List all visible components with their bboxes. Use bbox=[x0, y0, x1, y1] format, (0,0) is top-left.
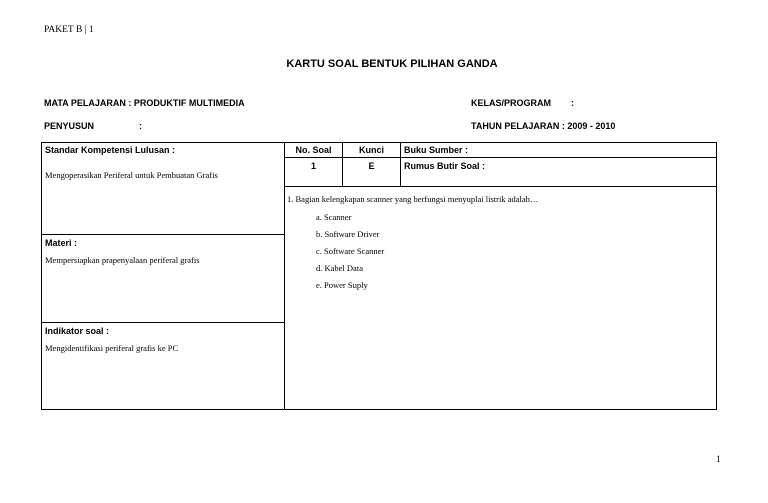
author-label: PENYUSUN bbox=[44, 121, 95, 131]
materi-value: Mempersiapkan prapenyalaan periferal grafis bbox=[45, 255, 200, 265]
document-title: KARTU SOAL BENTUK PILIHAN GANDA bbox=[286, 58, 498, 70]
author-colon: : bbox=[139, 121, 142, 131]
class-program-label: KELAS/PROGRAM bbox=[471, 98, 552, 108]
left-separator-1 bbox=[41, 234, 285, 235]
kunci-buku-divider bbox=[400, 142, 401, 186]
kunci-value: E bbox=[368, 161, 375, 171]
indikator-label: Indikator soal : bbox=[45, 326, 110, 336]
left-separator-2 bbox=[41, 322, 285, 323]
running-header: PAKET B | 1 bbox=[44, 25, 94, 35]
kunci-header: Kunci bbox=[358, 145, 384, 155]
materi-label: Materi : bbox=[45, 238, 78, 248]
right-header-separator-2 bbox=[284, 186, 717, 187]
option-d: d. Kabel Data bbox=[316, 263, 363, 273]
no-soal-value: 1 bbox=[310, 161, 316, 171]
subject-line: MATA PELAJARAN : PRODUKTIF MULTIMEDIA bbox=[44, 98, 245, 108]
academic-year: TAHUN PELAJARAN : 2009 - 2010 bbox=[471, 121, 616, 131]
skl-label: Standar Kompetensi Lulusan : bbox=[45, 145, 176, 155]
option-c: c. Software Scanner bbox=[316, 246, 385, 256]
option-e: e. Power Suply bbox=[316, 280, 368, 290]
buku-sumber-header: Buku Sumber : bbox=[404, 145, 469, 155]
no-soal-header: No. Soal bbox=[295, 145, 332, 155]
class-program-colon: : bbox=[571, 98, 574, 108]
option-a: a. Scanner bbox=[316, 212, 352, 222]
right-header-separator-1 bbox=[284, 157, 717, 158]
indikator-value: Mengidentifikasi periferal grafis ke PC bbox=[45, 343, 179, 353]
skl-value: Mengoperasikan Periferal untuk Pembuatan Grafis bbox=[45, 170, 218, 180]
option-b: b. Software Driver bbox=[316, 229, 380, 239]
page-number: 1 bbox=[716, 455, 721, 465]
rumus-butir-soal-header: Rumus Butir Soal : bbox=[404, 161, 486, 171]
column-divider bbox=[284, 142, 285, 410]
question-text: 1. Bagian kelengkapan scanner yang berfungsi menyuplai listrik adalah… bbox=[287, 194, 539, 204]
question-card-table bbox=[41, 142, 717, 410]
